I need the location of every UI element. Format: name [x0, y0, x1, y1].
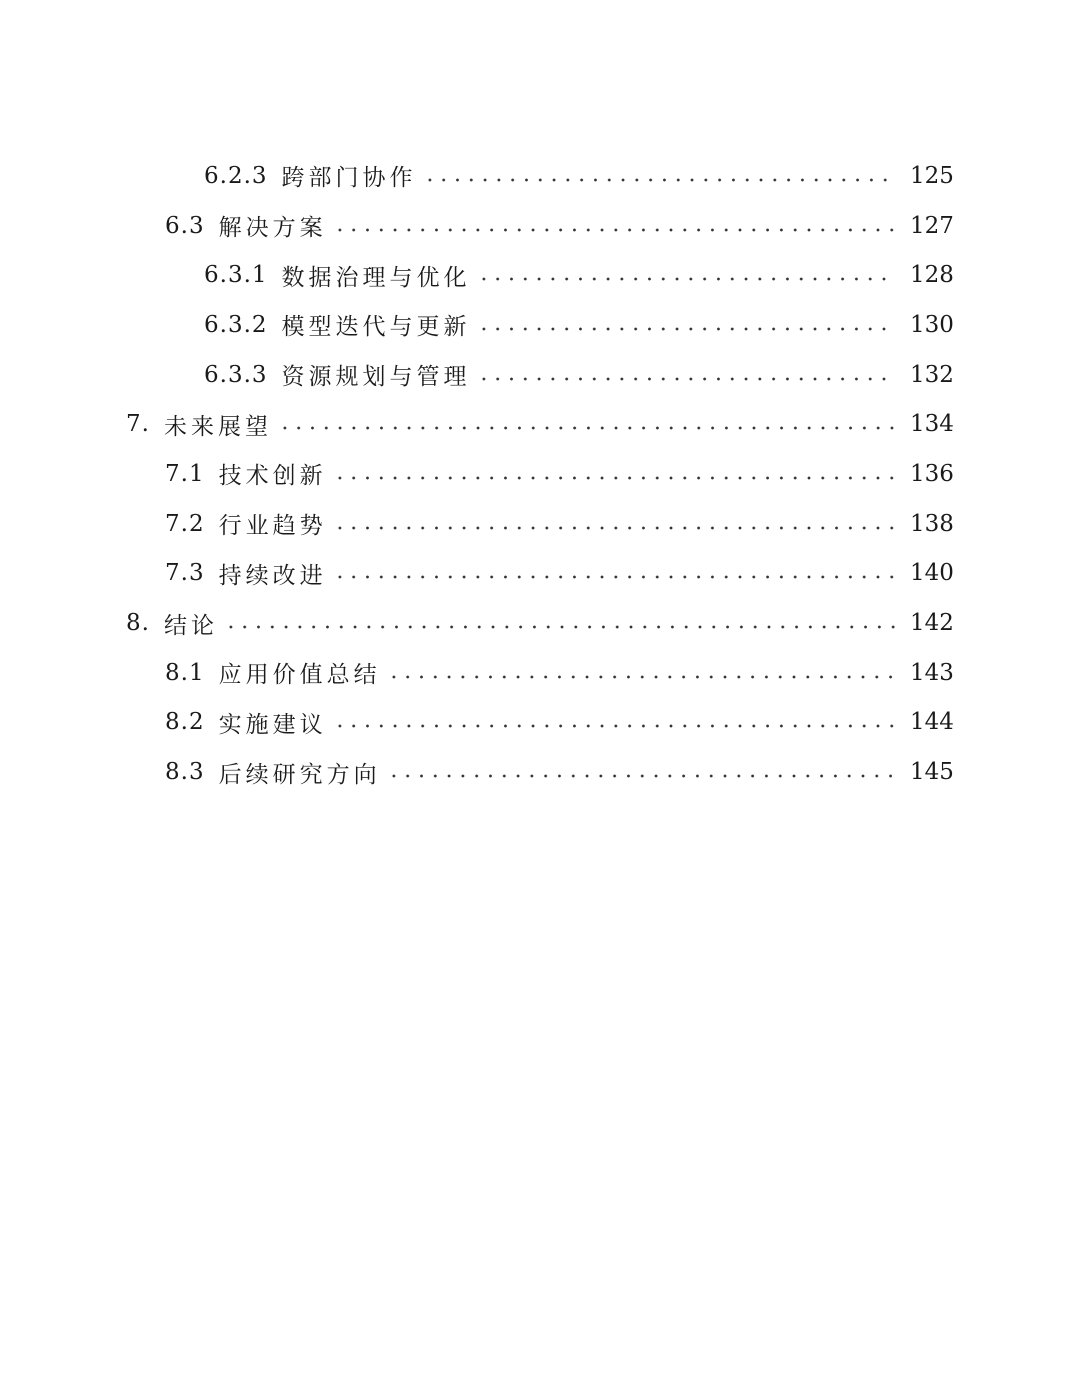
toc-entry[interactable]: [0, 499, 1080, 549]
toc-entry-title: 跨部门协作: [281, 165, 417, 192]
table-of-contents: [0, 151, 1080, 797]
dot-leader: [423, 170, 896, 190]
toc-entry-number: 6.2.3: [204, 162, 268, 189]
toc-entry-page: 130: [910, 311, 954, 338]
toc-entry-number: 8.3: [165, 759, 205, 786]
toc-entry-title: 实施建议: [218, 711, 327, 738]
toc-entry-page: 132: [910, 361, 954, 388]
dot-leader: [333, 220, 896, 240]
dot-leader: [477, 269, 896, 289]
toc-entry[interactable]: [0, 151, 1080, 201]
toc-entry-page: 134: [910, 411, 954, 438]
toc-entry-page: 125: [910, 162, 954, 189]
toc-entry-title: 未来展望: [163, 413, 272, 440]
dot-leader: [333, 518, 896, 538]
toc-entry-title: 数据治理与优化: [281, 264, 471, 291]
toc-entry-title: 解决方案: [218, 215, 327, 242]
toc-entry-page: 143: [910, 659, 954, 686]
toc-entry-title: 后续研究方向: [218, 761, 381, 788]
toc-entry-title: 技术创新: [218, 463, 327, 490]
toc-entry-page: 145: [910, 759, 954, 786]
toc-entry-number: 7.3: [165, 560, 205, 587]
dot-leader: [387, 667, 896, 687]
toc-entry-number: 7.: [126, 411, 150, 438]
dot-leader: [333, 468, 896, 488]
toc-entry[interactable]: [0, 399, 1080, 449]
toc-entry-number: 7.1: [165, 460, 205, 487]
toc-entry[interactable]: [0, 698, 1080, 748]
dot-leader: [477, 319, 896, 339]
toc-entry-number: 6.3.1: [204, 262, 268, 289]
toc-entry-title: 持续改进: [218, 562, 327, 589]
toc-entry-title: 行业趋势: [218, 513, 327, 540]
toc-entry[interactable]: [0, 747, 1080, 797]
toc-entry-number: 6.3: [165, 212, 205, 239]
dot-leader: [333, 567, 896, 587]
toc-entry-page: 140: [910, 560, 954, 587]
toc-entry-page: 136: [910, 460, 954, 487]
toc-entry-title: 资源规划与管理: [281, 364, 471, 391]
toc-entry-page: 138: [910, 510, 954, 537]
toc-entry[interactable]: [0, 300, 1080, 350]
toc-entry-page: 128: [910, 262, 954, 289]
toc-entry-number: 8.: [126, 610, 150, 637]
toc-entry[interactable]: [0, 549, 1080, 599]
toc-entry-number: 6.3.3: [204, 361, 268, 388]
toc-entry[interactable]: [0, 350, 1080, 400]
toc-entry-number: 8.1: [165, 659, 205, 686]
dot-leader: [224, 617, 896, 637]
toc-entry[interactable]: [0, 598, 1080, 648]
toc-entry[interactable]: [0, 250, 1080, 300]
toc-entry-page: 142: [910, 610, 954, 637]
dot-leader: [477, 369, 896, 389]
toc-entry[interactable]: [0, 449, 1080, 499]
toc-entry-number: 7.2: [165, 510, 205, 537]
toc-entry[interactable]: [0, 201, 1080, 251]
dot-leader: [387, 766, 896, 786]
dot-leader: [333, 716, 896, 736]
toc-entry-title: 应用价值总结: [218, 662, 381, 689]
toc-entry-number: 8.2: [165, 709, 205, 736]
toc-entry-page: 144: [910, 709, 954, 736]
toc-entry-number: 6.3.2: [204, 311, 268, 338]
toc-entry-title: 结论: [163, 612, 218, 639]
toc-entry[interactable]: [0, 648, 1080, 698]
dot-leader: [278, 418, 896, 438]
toc-entry-title: 模型迭代与更新: [281, 314, 471, 341]
toc-entry-page: 127: [910, 212, 954, 239]
